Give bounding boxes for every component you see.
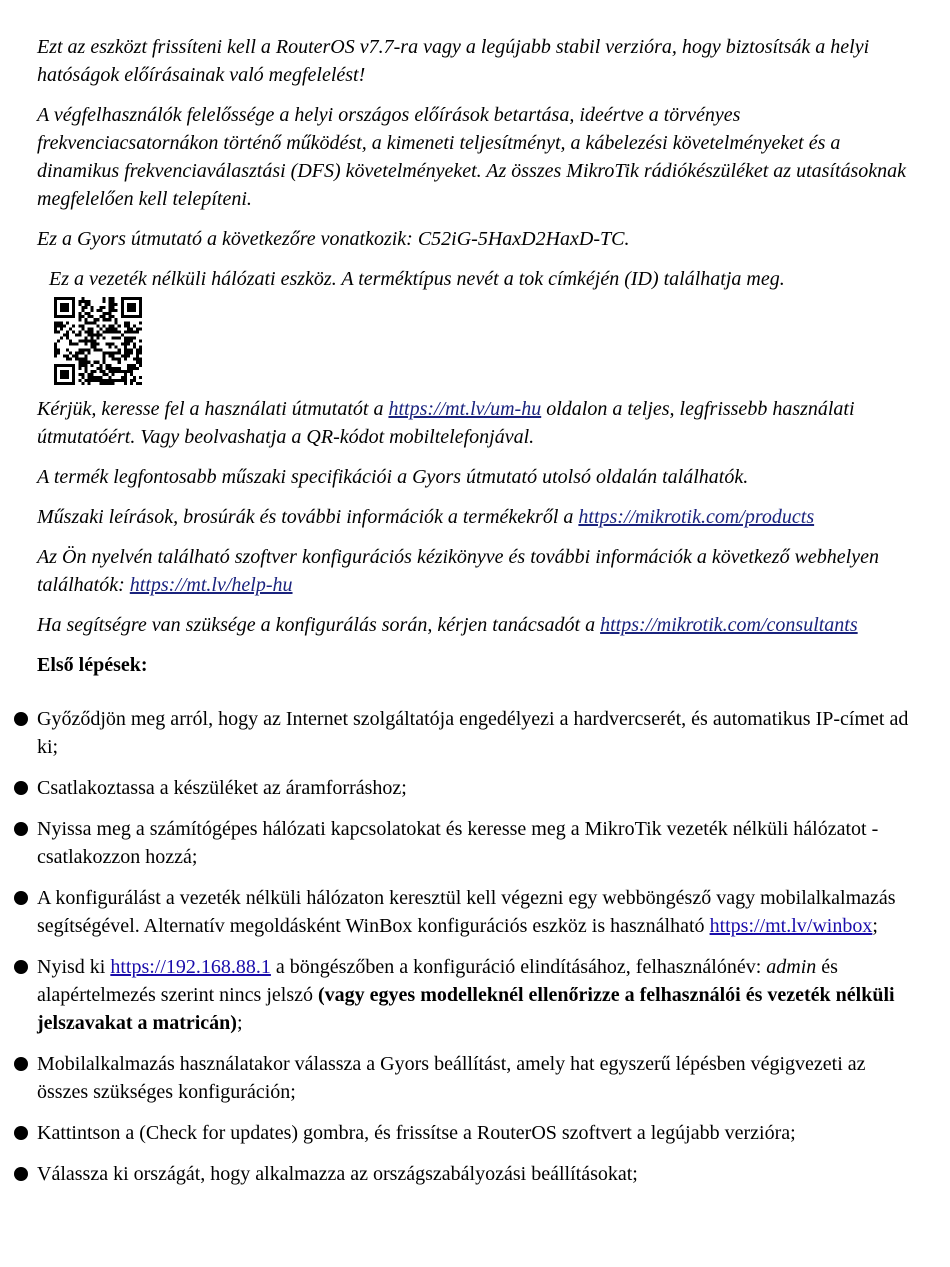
bullet-icon <box>14 1057 28 1071</box>
list-item <box>37 815 912 871</box>
bullet-icon <box>14 960 28 974</box>
bullet-icon <box>14 822 28 836</box>
products-link[interactable]: https://mikrotik.com/products <box>578 506 815 528</box>
step-text: a böngészőben a konfiguráció elindításához, felhasználónév: <box>270 956 767 978</box>
step-text: Mobilalkalmazás használatakor válassza a Gyors beállítást, amely hat egyszerű lépésben végigvezeti az összes szükséges konfiguráción; <box>37 1053 866 1103</box>
list-item <box>37 1160 912 1188</box>
winbox-link[interactable]: https://mt.lv/winbox <box>709 915 873 937</box>
manual-paragraph <box>37 395 912 451</box>
qr-code-icon <box>54 297 142 385</box>
step-text: Nyissa meg a számítógépes hálózati kapcsolatokat és keresse meg a MikroTik vezeték nélküli hálózatot - csatlakozzon hozzá; <box>37 818 879 868</box>
first-steps-list <box>37 705 912 1188</box>
bullet-icon <box>14 712 28 726</box>
bullet-icon <box>14 891 28 905</box>
specs-note: A termék legfontosabb műszaki specifikációi a Gyors útmutató utolsó oldalán találhatók. <box>37 466 749 488</box>
consultants-link[interactable]: https://mikrotik.com/consultants <box>600 614 858 636</box>
list-item <box>37 884 912 940</box>
manual-text-after: oldalon a teljes, legfrissebb használati útmutatóért. Vagy beolvashatja a QR-kódot mobiltelefonjával. <box>37 398 855 448</box>
bullet-icon <box>14 1167 28 1181</box>
step-text: Győződjön meg arról, hogy az Internet szolgáltatója engedélyezi a hardvercserét, és automatikus IP-címet ad ki; <box>37 708 909 758</box>
help-paragraph <box>37 543 912 599</box>
device-type-note: Ez a vezeték nélküli hálózati eszköz. A terméktípus nevét a tok címkéjén (ID) találhatja meg. <box>49 268 785 290</box>
consultants-paragraph <box>37 611 912 639</box>
products-paragraph <box>37 503 912 531</box>
bullet-icon <box>14 781 28 795</box>
products-text: Műszaki leírások, brosúrák és további információk a termékekről a <box>37 506 579 528</box>
username-value: admin <box>766 956 817 978</box>
step-text: A konfigurálást a vezeték nélküli hálózaton keresztül kell végezni egy webböngésző vagy mobilalkalmazás segítségével. Alternatív megoldásként WinBox konfigurációs eszköz is használható <box>37 887 896 937</box>
step-text-end: ; <box>236 1012 243 1034</box>
manual-link[interactable]: https://mt.lv/um-hu <box>388 398 542 420</box>
first-steps-heading: Első lépések: <box>37 654 148 676</box>
list-item <box>37 1119 912 1147</box>
password-note: (vagy egyes modelleknél ellenőrizze a felhasználói és vezeték nélküli jelszavakat a matricán) <box>37 984 895 1034</box>
step-text: Válassza ki országát, hogy alkalmazza az országszabályozási beállításokat; <box>37 1163 638 1185</box>
regulation-notice: A végfelhasználók felelőssége a helyi országos előírások betartása, ideértve a törvényes frekvenciacsatornákon történő működést, a kimeneti teljesítményt, a kábelezési követelményeket és a dinamikus frekvenciaválasztási (DFS) követelményeket. Az összes MikroTik rádiókészüléket az utasításoknak megfelelően kell telepíteni. <box>37 104 907 210</box>
help-link[interactable]: https://mt.lv/help-hu <box>129 574 293 596</box>
help-text: Az Ön nyelvén található szoftver konfigurációs kézikönyve és további információk a következő webhelyen találhatók: <box>37 546 879 596</box>
manual-text: Kérjük, keresse fel a használati útmutatót a <box>37 398 389 420</box>
applies-to: Ez a Gyors útmutató a következőre vonatkozik: C52iG-5HaxD2HaxD-TC. <box>37 228 630 250</box>
list-item <box>37 774 912 802</box>
list-item <box>37 953 912 1037</box>
update-notice: Ezt az eszközt frissíteni kell a RouterOS v7.7-ra vagy a legújabb stabil verzióra, hogy biztosítsák a helyi hatóságok előírásainak való megfelelést! <box>37 36 870 86</box>
document-page <box>37 33 912 1201</box>
router-ip-link[interactable]: https://192.168.88.1 <box>110 956 271 978</box>
bullet-icon <box>14 1126 28 1140</box>
step-text: Csatlakoztassa a készüléket az áramforráshoz; <box>37 777 407 799</box>
list-item <box>37 705 912 761</box>
step-text-end: ; <box>872 915 878 937</box>
step-text: és alapértelmezés szerint nincs jelszó <box>37 956 838 1006</box>
step-text: Nyisd ki <box>37 956 111 978</box>
consultants-text: Ha segítségre van szüksége a konfigurálás során, kérjen tanácsadót a <box>37 614 601 636</box>
list-item <box>37 1050 912 1106</box>
step-text: Kattintson a (Check for updates) gombra, és frissítse a RouterOS szoftvert a legújabb verzióra; <box>37 1122 796 1144</box>
